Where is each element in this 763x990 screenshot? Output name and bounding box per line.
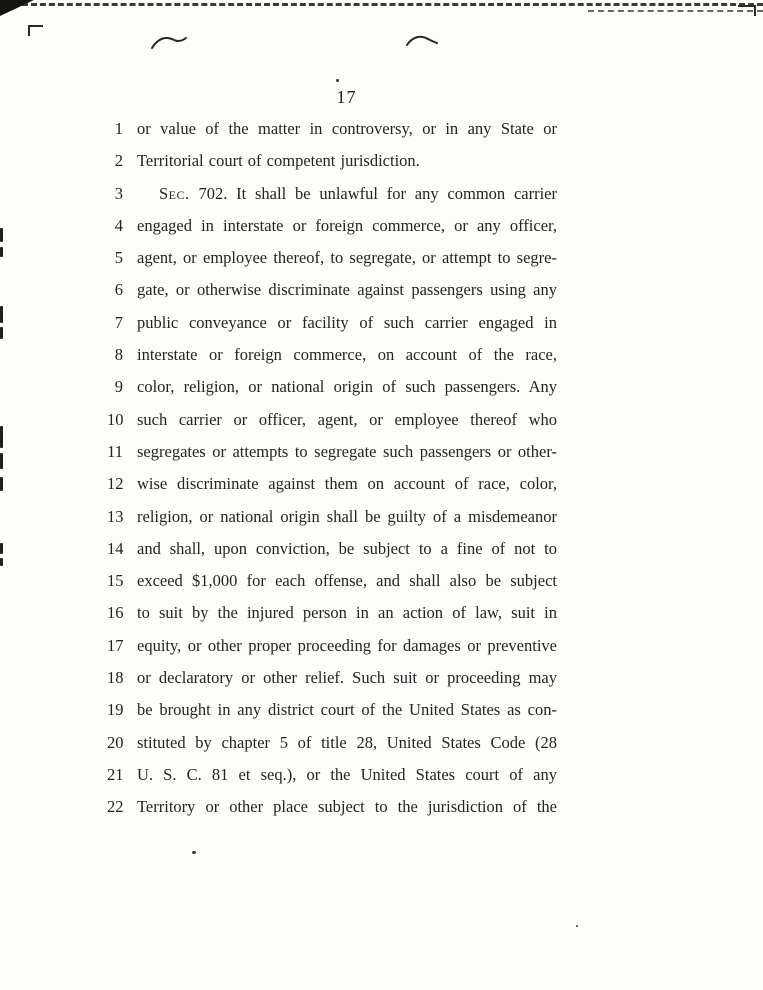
line-number: 7 (114, 312, 123, 332)
line-body: religion, or national origin shall be guilty of a misdemeanor (137, 506, 557, 526)
text-line (107, 119, 557, 151)
line-body: be brought in any district court of the United States as con- (137, 700, 557, 720)
text-line (107, 474, 557, 506)
line-number: 2 (114, 151, 123, 171)
line-number: 4 (114, 215, 123, 235)
text-line (107, 765, 557, 797)
text-line (107, 636, 557, 668)
scan-speck (336, 79, 339, 82)
line-text (137, 603, 557, 623)
line-number: 9 (114, 377, 123, 397)
scan-edge-mark (0, 327, 3, 339)
text-line (107, 507, 557, 539)
line-number: 22 (107, 797, 124, 817)
section-label: Sec. (159, 183, 190, 203)
line-number: 20 (107, 732, 124, 752)
line-text (137, 151, 557, 171)
line-text (137, 797, 557, 817)
line-text (137, 280, 557, 300)
scan-top-edge-line-secondary (588, 10, 763, 12)
line-body: color, religion, or national origin of such passengers. Any (137, 377, 557, 397)
scan-top-edge-line (22, 3, 763, 6)
line-text (137, 668, 557, 688)
line-body: 702. It shall be unlawful for any common carrier (198, 183, 557, 203)
line-text (137, 119, 557, 139)
text-line (107, 248, 557, 280)
text-line (107, 668, 557, 700)
line-body: or value of the matter in controversy, or in any State or (137, 119, 557, 138)
line-number: 1 (114, 119, 123, 138)
line-text (137, 345, 557, 365)
line-text (137, 507, 557, 527)
line-number: 21 (107, 764, 124, 784)
line-body: segregates or attempts to segregate such passengers or other- (137, 441, 557, 461)
line-text (137, 765, 557, 785)
scan-speck (576, 925, 578, 927)
crop-mark-left (28, 25, 43, 36)
line-number: 3 (114, 183, 123, 203)
pen-mark-right (405, 34, 439, 50)
text-line (107, 797, 557, 829)
scan-edge-mark (0, 426, 3, 448)
line-text (137, 442, 557, 462)
text-line (107, 442, 557, 474)
line-body: engaged in interstate or foreign commerce, or any officer, (137, 215, 557, 235)
line-text (137, 733, 557, 753)
line-number: 17 (107, 635, 124, 655)
line-body: U. S. C. 81 et seq.), or the United States court of any (137, 764, 557, 784)
text-line (107, 377, 557, 409)
pen-mark-left (150, 35, 188, 51)
line-number: 10 (107, 409, 124, 429)
line-text (137, 474, 557, 494)
line-text (137, 184, 557, 204)
line-body: public conveyance or facility of such carrier engaged in (137, 312, 557, 332)
scan-edge-mark (0, 306, 3, 323)
scan-edge-mark (0, 543, 3, 554)
text-line (107, 280, 557, 312)
line-body: agent, or employee thereof, to segregate, or attempt to segre- (137, 248, 557, 268)
line-body: gate, or otherwise discriminate against passengers using any (137, 280, 557, 300)
line-number: 12 (107, 474, 124, 494)
line-number: 5 (114, 248, 123, 268)
line-number: 19 (107, 700, 124, 720)
text-line (107, 345, 557, 377)
line-number: 11 (107, 441, 123, 461)
line-text (137, 539, 557, 559)
line-number: 15 (107, 571, 124, 591)
line-body: to suit by the injured person in an action of law, suit in (137, 603, 557, 623)
line-number: 13 (107, 506, 124, 526)
line-body: Territorial court of competent jurisdiction. (137, 151, 420, 171)
line-text (137, 700, 557, 720)
line-body: exceed $1,000 for each offense, and shall also be subject (137, 571, 557, 591)
text-line (107, 151, 557, 183)
line-body: Territory or other place subject to the jurisdiction of the (137, 797, 557, 817)
text-line (107, 410, 557, 442)
line-text (137, 248, 557, 268)
scan-speck (192, 851, 196, 854)
line-number: 16 (107, 603, 124, 623)
text-line (107, 216, 557, 248)
scan-edge-mark (0, 228, 3, 242)
scan-edge-mark (0, 477, 3, 491)
line-body: wise discriminate against them on account of race, color, (137, 474, 557, 494)
line-text (137, 377, 557, 397)
text-line (107, 603, 557, 635)
line-body: such carrier or officer, agent, or employee thereof who (137, 409, 557, 429)
text-line (107, 184, 557, 216)
line-text (137, 216, 557, 236)
scan-edge-mark (0, 247, 3, 257)
line-body: and shall, upon conviction, be subject to a fine of not to (137, 538, 557, 558)
line-number: 18 (107, 668, 124, 688)
text-line (107, 313, 557, 345)
line-body: interstate or foreign commerce, on account of the race, (137, 345, 557, 365)
line-text (137, 410, 557, 430)
scan-edge-mark (0, 558, 3, 566)
line-number: 14 (107, 538, 124, 558)
line-body: stituted by chapter 5 of title 28, United States Code (28 (137, 732, 557, 752)
line-text (137, 571, 557, 591)
line-body: or declaratory or other relief. Such suit or proceeding may (137, 668, 557, 688)
line-text (137, 313, 557, 333)
crop-mark-right (738, 5, 756, 16)
text-line (107, 539, 557, 571)
scan-edge-mark (0, 453, 3, 469)
line-number: 8 (114, 345, 123, 365)
text-line (107, 700, 557, 732)
line-text (137, 636, 557, 656)
text-line (107, 571, 557, 603)
bill-text-block (107, 119, 557, 830)
page-number: 17 (336, 87, 357, 107)
line-number: 6 (114, 280, 123, 300)
line-body: equity, or other proper proceeding for damages or preventive (137, 635, 557, 655)
text-line (107, 733, 557, 765)
